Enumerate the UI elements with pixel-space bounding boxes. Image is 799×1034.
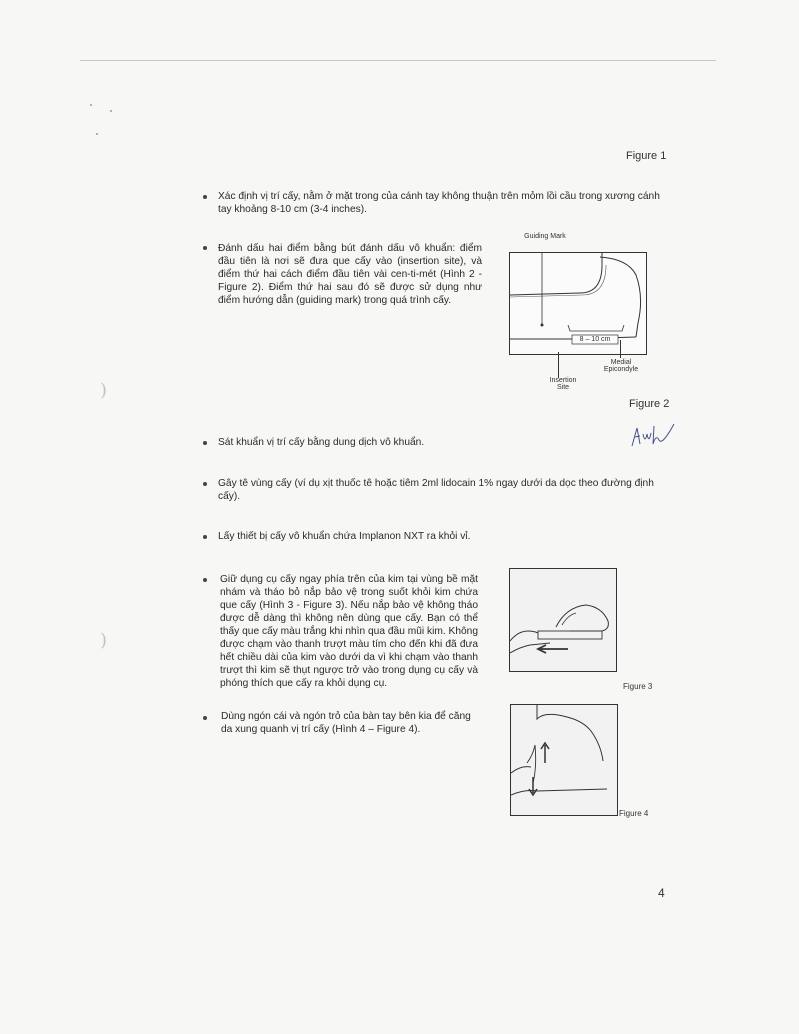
figure4-label: Figure 4 — [619, 809, 649, 818]
epicondyle-pointer — [620, 340, 621, 358]
punch-hole-mark: ) — [100, 630, 108, 651]
bullet-marker — [203, 716, 207, 720]
bullet-marker — [203, 195, 207, 199]
epicondyle-label: Epicondyle — [603, 366, 639, 373]
bullet-marker — [203, 441, 207, 445]
scan-speck — [110, 110, 112, 112]
bullet-marker — [203, 482, 207, 486]
handwritten-signature — [628, 420, 678, 455]
instruction-text: Đánh dấu hai điểm bằng bút đánh dấu vô khuẩn: điểm đầu tiên là nơi sẽ đưa que cấy vào (insertion site), và điểm thứ hai cách điểm đầu tiên vài cen-ti-mét (Hình 2 - Figure 2). Điểm thứ hai sau đó sẽ được sử dụng như điểm hướng dẫn (guiding mark) trong quá trình cấy. — [218, 243, 482, 306]
medial-label: Medial — [610, 359, 632, 366]
instruction-text: Gây tê vùng cấy (ví dụ xịt thuốc tê hoặc tiêm 2ml lidocain 1% ngay dưới da dọc theo đường định cấy). — [218, 478, 654, 502]
figure3-photo — [509, 568, 617, 672]
instruction-text: Sát khuẩn vị trí cấy bằng dung dịch vô khuẩn. — [218, 437, 425, 448]
insertion-pointer — [558, 352, 559, 378]
figure3-label: Figure 3 — [623, 682, 653, 691]
scan-speck — [90, 104, 92, 106]
scan-speck — [96, 133, 98, 135]
site-label: Site — [556, 384, 570, 391]
top-rule — [80, 60, 716, 61]
page-number: 4 — [658, 886, 665, 900]
guiding-mark-label: Guiding Mark — [524, 233, 566, 240]
bullet-marker — [203, 246, 207, 250]
instruction-text: Xác định vị trí cấy, nằm ở mặt trong của cánh tay không thuận trên mỏm lồi cầu trong xương cánh tay khoảng 8-10 cm (3-4 inches). — [218, 191, 660, 215]
bullet-marker — [203, 578, 207, 582]
distance-label: 8 – 10 cm — [579, 336, 611, 343]
instruction-text: Dùng ngón cái và ngón trỏ của bàn tay bên kia để căng da xung quanh vị trí cấy (Hình 4 – Figure 4). — [221, 711, 471, 735]
punch-hole-mark: ) — [100, 380, 108, 401]
bullet-marker — [203, 535, 207, 539]
instruction-text: Lấy thiết bị cấy vô khuẩn chứa Implanon NXT ra khỏi vỉ. — [218, 531, 471, 542]
insertion-label: Insertion — [549, 377, 577, 384]
figure2-arm-diagram — [509, 252, 647, 355]
instruction-text: Giữ dụng cụ cấy ngay phía trên của kim tại vùng bề mặt nhám và tháo bỏ nắp bảo vệ trong suốt khỏi kim chứa que cấy (Hình 3 - Figure 3). Nếu nắp bảo vệ không tháo được dễ dàng thì không nên dùng que cấy. Bạn có thể thấy que cấy màu trắng khi nhìn qua đầu mũi kim. Không được chạm vào thanh trượt màu tím cho đến khi đã đưa hết chiều dài của kim vào dưới da vì khi chạm vào thanh trượt thì kim sẽ thụt ngược trở vào trong dụng cụ cấy và phóng thích que cấy ra khỏi dụng cụ. — [220, 574, 478, 689]
figure2-label: Figure 2 — [629, 398, 670, 410]
figure4-photo — [510, 704, 618, 816]
figure1-label: Figure 1 — [626, 150, 667, 162]
